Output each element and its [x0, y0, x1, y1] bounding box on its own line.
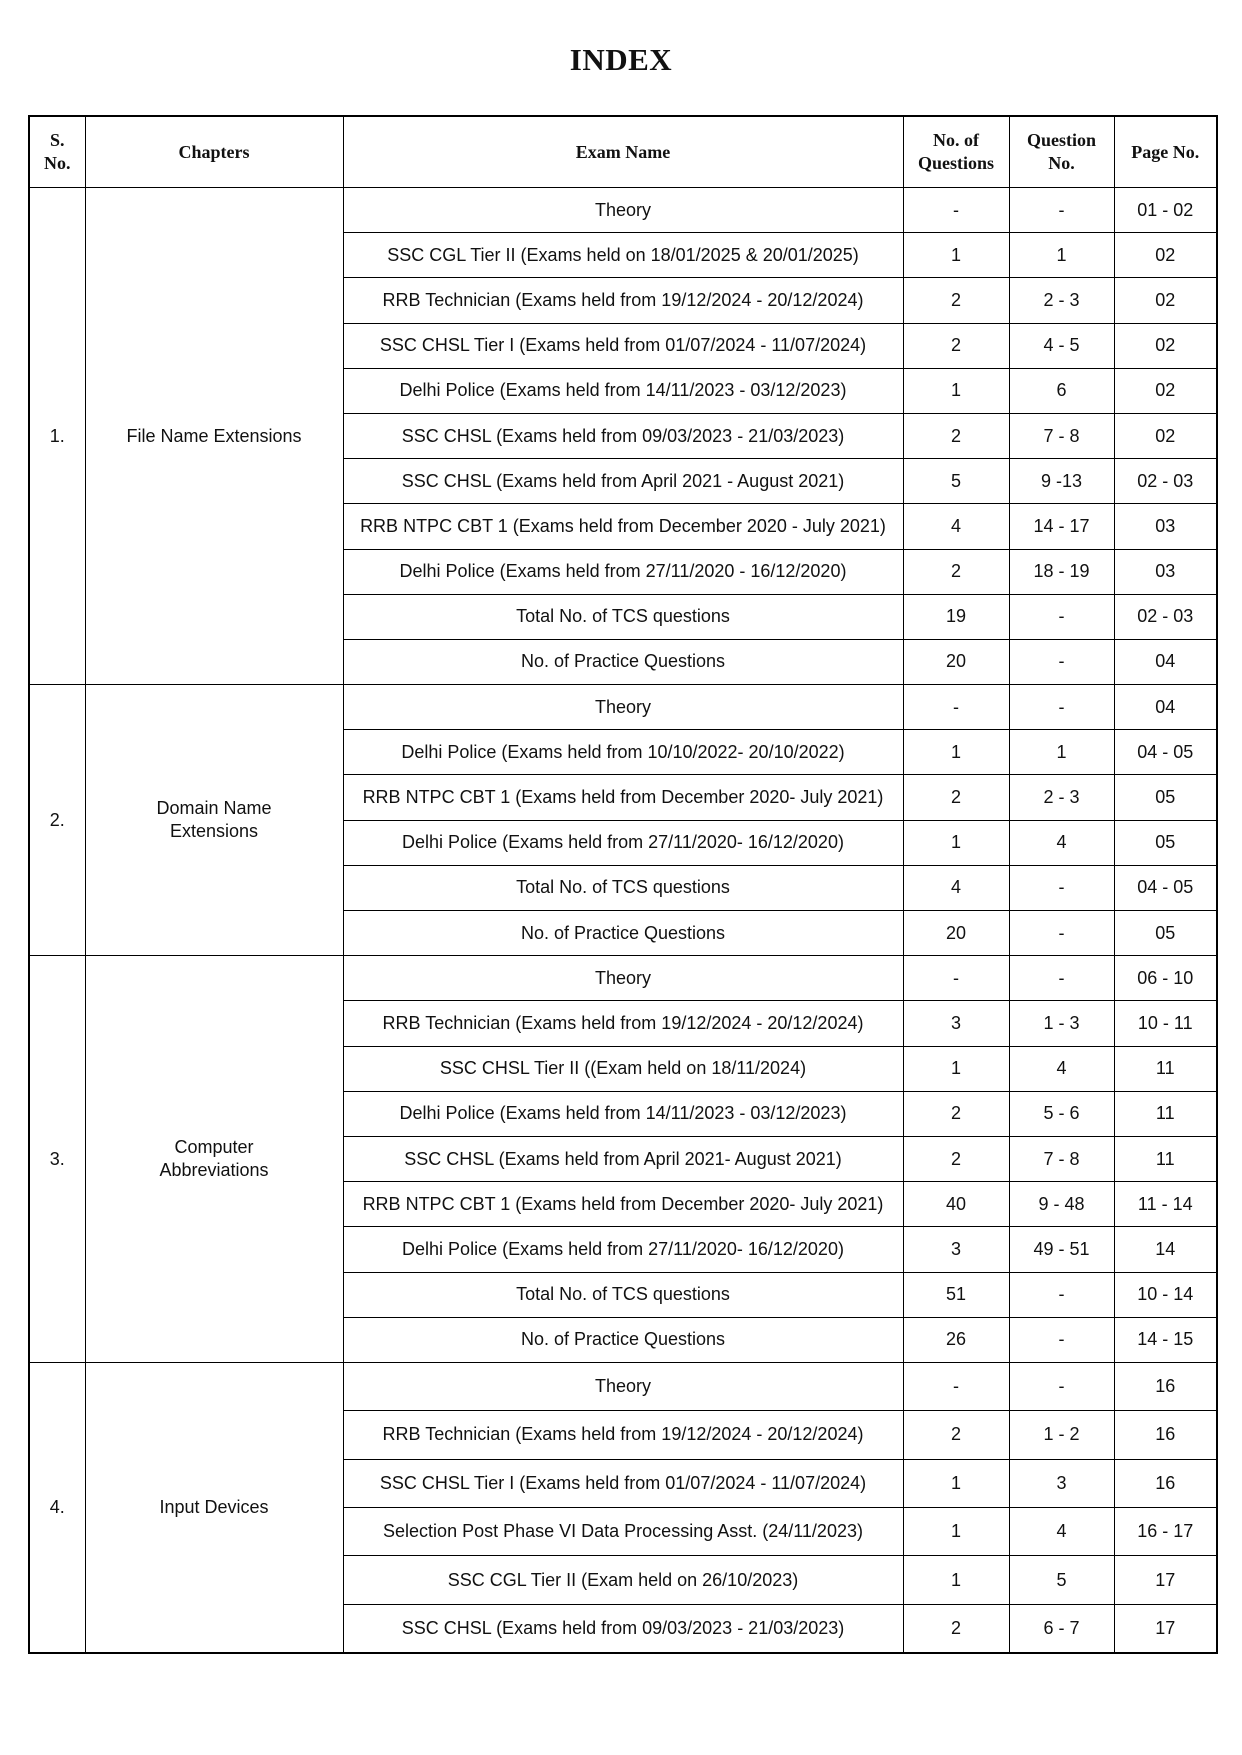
question-no-cell: 9 - 48	[1009, 1182, 1114, 1227]
question-no-cell: -	[1009, 188, 1114, 233]
no-of-questions-cell: 1	[903, 1508, 1009, 1556]
no-of-questions-cell: 3	[903, 1001, 1009, 1046]
question-no-cell: 9 -13	[1009, 459, 1114, 504]
question-no-cell: 14 - 17	[1009, 504, 1114, 549]
page-no-cell: 03	[1114, 504, 1217, 549]
no-of-questions-cell: 4	[903, 865, 1009, 910]
exam-name-cell: SSC CHSL (Exams held from 09/03/2023 - 21/03/2023)	[343, 1604, 903, 1653]
no-of-questions-cell: -	[903, 1362, 1009, 1410]
question-no-cell: 6	[1009, 368, 1114, 413]
exam-name-cell: SSC CHSL Tier I (Exams held from 01/07/2024 - 11/07/2024)	[343, 1459, 903, 1507]
page-no-cell: 11	[1114, 1046, 1217, 1091]
page-no-cell: 16	[1114, 1459, 1217, 1507]
page-no-cell: 02	[1114, 233, 1217, 278]
question-no-cell: -	[1009, 1272, 1114, 1317]
exam-name-cell: Total No. of TCS questions	[343, 594, 903, 639]
no-of-questions-cell: -	[903, 956, 1009, 1001]
chapter-name: Input Devices	[85, 1362, 343, 1653]
chapter-name: Domain Name Extensions	[85, 685, 343, 956]
no-of-questions-cell: 2	[903, 1136, 1009, 1181]
chapter-serial-number: 1.	[29, 188, 85, 685]
exam-name-cell: Theory	[343, 1362, 903, 1410]
exam-name-cell: No. of Practice Questions	[343, 1317, 903, 1362]
exam-name-cell: RRB Technician (Exams held from 19/12/2024 - 20/12/2024)	[343, 1411, 903, 1459]
exam-name-cell: Theory	[343, 956, 903, 1001]
question-no-cell: 1 - 3	[1009, 1001, 1114, 1046]
no-of-questions-cell: 2	[903, 1604, 1009, 1653]
page-no-cell: 05	[1114, 820, 1217, 865]
no-of-questions-cell: -	[903, 188, 1009, 233]
exam-name-cell: SSC CHSL (Exams held from April 2021- August 2021)	[343, 1136, 903, 1181]
page-no-cell: 02	[1114, 323, 1217, 368]
page-no-cell: 04	[1114, 639, 1217, 684]
no-of-questions-cell: 2	[903, 413, 1009, 458]
question-no-cell: 4	[1009, 820, 1114, 865]
page-no-cell: 02 - 03	[1114, 459, 1217, 504]
no-of-questions-cell: -	[903, 685, 1009, 730]
chapter-serial-number: 4.	[29, 1362, 85, 1653]
exam-name-cell: Theory	[343, 685, 903, 730]
header-question-no: Question No.	[1009, 116, 1114, 188]
exam-name-cell: No. of Practice Questions	[343, 911, 903, 956]
no-of-questions-cell: 1	[903, 1046, 1009, 1091]
question-no-cell: 3	[1009, 1459, 1114, 1507]
page-no-cell: 03	[1114, 549, 1217, 594]
question-no-cell: 4 - 5	[1009, 323, 1114, 368]
question-no-cell: 5 - 6	[1009, 1091, 1114, 1136]
question-no-cell: -	[1009, 639, 1114, 684]
question-no-cell: 49 - 51	[1009, 1227, 1114, 1272]
page-no-cell: 16 - 17	[1114, 1508, 1217, 1556]
exam-name-cell: Selection Post Phase VI Data Processing Asst. (24/11/2023)	[343, 1508, 903, 1556]
exam-name-cell: Delhi Police (Exams held from 10/10/2022- 20/10/2022)	[343, 730, 903, 775]
exam-name-cell: Delhi Police (Exams held from 14/11/2023 - 03/12/2023)	[343, 1091, 903, 1136]
exam-name-cell: Delhi Police (Exams held from 14/11/2023 - 03/12/2023)	[343, 368, 903, 413]
page-no-cell: 06 - 10	[1114, 956, 1217, 1001]
no-of-questions-cell: 3	[903, 1227, 1009, 1272]
table-row	[29, 685, 1217, 730]
exam-name-cell: SSC CHSL (Exams held from 09/03/2023 - 21/03/2023)	[343, 413, 903, 458]
page-no-cell: 04	[1114, 685, 1217, 730]
no-of-questions-cell: 1	[903, 233, 1009, 278]
no-of-questions-cell: 4	[903, 504, 1009, 549]
index-body	[29, 188, 1217, 1654]
no-of-questions-cell: 2	[903, 1091, 1009, 1136]
chapter-serial-number: 3.	[29, 956, 85, 1363]
header-row	[29, 116, 1217, 188]
question-no-cell: 1 - 2	[1009, 1411, 1114, 1459]
table-row	[29, 188, 1217, 233]
question-no-cell: 1	[1009, 233, 1114, 278]
index-table	[28, 115, 1218, 1654]
exam-name-cell: RRB Technician (Exams held from 19/12/2024 - 20/12/2024)	[343, 278, 903, 323]
exam-name-cell: RRB Technician (Exams held from 19/12/2024 - 20/12/2024)	[343, 1001, 903, 1046]
question-no-cell: 18 - 19	[1009, 549, 1114, 594]
page-no-cell: 05	[1114, 775, 1217, 820]
exam-name-cell: Delhi Police (Exams held from 27/11/2020 - 16/12/2020)	[343, 549, 903, 594]
exam-name-cell: SSC CHSL Tier II ((Exam held on 18/11/2024)	[343, 1046, 903, 1091]
question-no-cell: 7 - 8	[1009, 1136, 1114, 1181]
question-no-cell: 2 - 3	[1009, 775, 1114, 820]
exam-name-cell: RRB NTPC CBT 1 (Exams held from December 2020- July 2021)	[343, 1182, 903, 1227]
header-page-no: Page No.	[1114, 116, 1217, 188]
exam-name-cell: Theory	[343, 188, 903, 233]
no-of-questions-cell: 1	[903, 730, 1009, 775]
no-of-questions-cell: 1	[903, 368, 1009, 413]
header-sno: S. No.	[29, 116, 85, 188]
page-no-cell: 17	[1114, 1604, 1217, 1653]
page-no-cell: 01 - 02	[1114, 188, 1217, 233]
question-no-cell: 5	[1009, 1556, 1114, 1604]
page-no-cell: 02	[1114, 413, 1217, 458]
exam-name-cell: Delhi Police (Exams held from 27/11/2020- 16/12/2020)	[343, 1227, 903, 1272]
page-no-cell: 17	[1114, 1556, 1217, 1604]
exam-name-cell: RRB NTPC CBT 1 (Exams held from December 2020 - July 2021)	[343, 504, 903, 549]
no-of-questions-cell: 40	[903, 1182, 1009, 1227]
no-of-questions-cell: 26	[903, 1317, 1009, 1362]
question-no-cell: -	[1009, 956, 1114, 1001]
no-of-questions-cell: 20	[903, 911, 1009, 956]
page-no-cell: 04 - 05	[1114, 730, 1217, 775]
question-no-cell: -	[1009, 594, 1114, 639]
no-of-questions-cell: 2	[903, 549, 1009, 594]
question-no-cell: 4	[1009, 1508, 1114, 1556]
page-no-cell: 11	[1114, 1091, 1217, 1136]
question-no-cell: -	[1009, 1362, 1114, 1410]
no-of-questions-cell: 2	[903, 323, 1009, 368]
page-no-cell: 16	[1114, 1362, 1217, 1410]
header-exam-name: Exam Name	[343, 116, 903, 188]
question-no-cell: -	[1009, 685, 1114, 730]
question-no-cell: -	[1009, 865, 1114, 910]
exam-name-cell: Delhi Police (Exams held from 27/11/2020- 16/12/2020)	[343, 820, 903, 865]
header-chapters: Chapters	[85, 116, 343, 188]
no-of-questions-cell: 5	[903, 459, 1009, 504]
chapter-serial-number: 2.	[29, 685, 85, 956]
question-no-cell: 6 - 7	[1009, 1604, 1114, 1653]
no-of-questions-cell: 1	[903, 1459, 1009, 1507]
question-no-cell: 1	[1009, 730, 1114, 775]
page-no-cell: 02	[1114, 278, 1217, 323]
exam-name-cell: Total No. of TCS questions	[343, 865, 903, 910]
page-no-cell: 16	[1114, 1411, 1217, 1459]
page-no-cell: 02	[1114, 368, 1217, 413]
exam-name-cell: SSC CGL Tier II (Exams held on 18/01/2025 & 20/01/2025)	[343, 233, 903, 278]
chapter-name: File Name Extensions	[85, 188, 343, 685]
exam-name-cell: SSC CHSL (Exams held from April 2021 - August 2021)	[343, 459, 903, 504]
no-of-questions-cell: 51	[903, 1272, 1009, 1317]
exam-name-cell: Total No. of TCS questions	[343, 1272, 903, 1317]
chapter-name: Computer Abbreviations	[85, 956, 343, 1363]
exam-name-cell: SSC CHSL Tier I (Exams held from 01/07/2024 - 11/07/2024)	[343, 323, 903, 368]
table-row	[29, 956, 1217, 1001]
page-no-cell: 11 - 14	[1114, 1182, 1217, 1227]
page-no-cell: 10 - 11	[1114, 1001, 1217, 1046]
no-of-questions-cell: 19	[903, 594, 1009, 639]
question-no-cell: 4	[1009, 1046, 1114, 1091]
page-no-cell: 05	[1114, 911, 1217, 956]
no-of-questions-cell: 20	[903, 639, 1009, 684]
page-no-cell: 04 - 05	[1114, 865, 1217, 910]
question-no-cell: -	[1009, 1317, 1114, 1362]
no-of-questions-cell: 1	[903, 820, 1009, 865]
question-no-cell: -	[1009, 911, 1114, 956]
question-no-cell: 2 - 3	[1009, 278, 1114, 323]
page-title: INDEX	[569, 42, 673, 77]
no-of-questions-cell: 2	[903, 1411, 1009, 1459]
no-of-questions-cell: 1	[903, 1556, 1009, 1604]
exam-name-cell: RRB NTPC CBT 1 (Exams held from December 2020- July 2021)	[343, 775, 903, 820]
no-of-questions-cell: 2	[903, 278, 1009, 323]
exam-name-cell: SSC CGL Tier II (Exam held on 26/10/2023)	[343, 1556, 903, 1604]
page-no-cell: 14 - 15	[1114, 1317, 1217, 1362]
no-of-questions-cell: 2	[903, 775, 1009, 820]
page-no-cell: 10 - 14	[1114, 1272, 1217, 1317]
question-no-cell: 7 - 8	[1009, 413, 1114, 458]
header-no-of-questions: No. of Questions	[903, 116, 1009, 188]
page-no-cell: 14	[1114, 1227, 1217, 1272]
table-row	[29, 1362, 1217, 1410]
page-no-cell: 02 - 03	[1114, 594, 1217, 639]
exam-name-cell: No. of Practice Questions	[343, 639, 903, 684]
page-no-cell: 11	[1114, 1136, 1217, 1181]
